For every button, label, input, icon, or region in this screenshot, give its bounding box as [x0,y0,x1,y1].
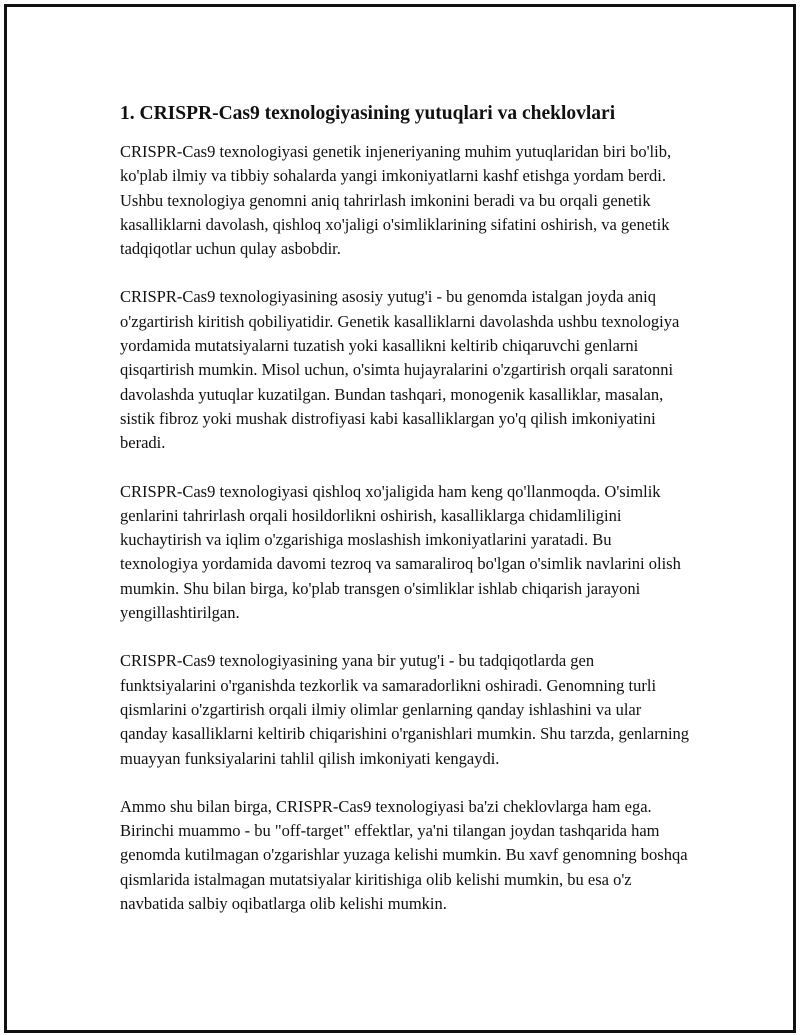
paragraph-4: CRISPR-Cas9 texnologiyasining yana bir yutug'i - bu tadqiqotlarda gen funktsiyalarini o'rganishda tezkorlik va samaradorlikni oshiradi. Genomning turli qismlarini o'zgartirish orqali ilmiy olimlar genlarning qanday ishlashini va ular qanday kasalliklarni keltirib chiqarishini o'rganishlari mumkin. Shu tarzda, genlarning muayyan funksiyalarini tahlil qilish imkoniyati kengaydi. [120,651,690,768]
page-frame [4,4,796,1033]
paragraph-2: CRISPR-Cas9 texnologiyasining asosiy yutug'i - bu genomda istalgan joyda aniq o'zgartirish kiritish qobiliyatidir. Genetik kasalliklarni davolashda ushbu texnologiya yordamida mutatsiyalarni tuzatish yoki kasallikni keltirib chiqaruvchi genlarni qisqartirish mumkin. Misol uchun, o'simta hujayralarini o'zgartirish orqali saratonni davolashda yutuqlar kuzatilgan. Bundan tashqari, monogenik kasalliklar, masalan, sistik fibroz yoki mushak distrofiyasi kabi kasalliklargan yo'q qilish imkoniyatini beradi. [120,287,680,453]
paragraph-5: Ammo shu bilan birga, CRISPR-Cas9 texnologiyasi ba'zi cheklovlarga ham ega. Birinchi muammo - bu "off-target" effektlar, ya'ni tilangan joydan tashqarida ham genomda kutilmagan o'zgarishlar yuzaga kelishi mumkin. Bu xavf genomning boshqa qismlarida istalmagan mutatsiyalar kiritishiga olib kelishi mumkin, bu esa o'z navbatida salbiy oqibatlarga olib kelishi mumkin. [120,796,688,914]
document-body [120,100,690,940]
paragraph-3: CRISPR-Cas9 texnologiyasi qishloq xo'jaligida ham keng qo'llanmoqda. O'simlik genlarini tahrirlash orqali hosildorlikni oshirish, kasalliklarga chidamliligini kuchaytirish va iqlim o'zgarishiga moslashish imkoniyatlarini yaratadi. Bu texnologiya yordamida davomi tezroq va samaraliroq bo'lgan o'simlik navlarini olish mumkin. Shu bilan birga, ko'plab transgen o'simliklar ishlab chiqarish jarayoni yengillashtirilgan. [120,481,681,623]
paragraph-1: CRISPR-Cas9 texnologiyasi genetik injeneriyaning muhim yutuqlaridan biri bo'lib, ko'plab ilmiy va tibbiy sohalarda yangi imkoniyatlarni kashf etishga yordam berdi. Ushbu texnologiya genomni aniq tahrirlash imkonini beradi va bu orqali genetik kasalliklarni davolash, qishloq xo'jaligi o'simliklarining sifatini oshirish, va genetik tadqiqotlar uchun qulay asbobdir. [120,142,672,259]
document-title: 1. CRISPR-Cas9 texnologiyasining yutuqlari va cheklovlari [120,103,616,124]
